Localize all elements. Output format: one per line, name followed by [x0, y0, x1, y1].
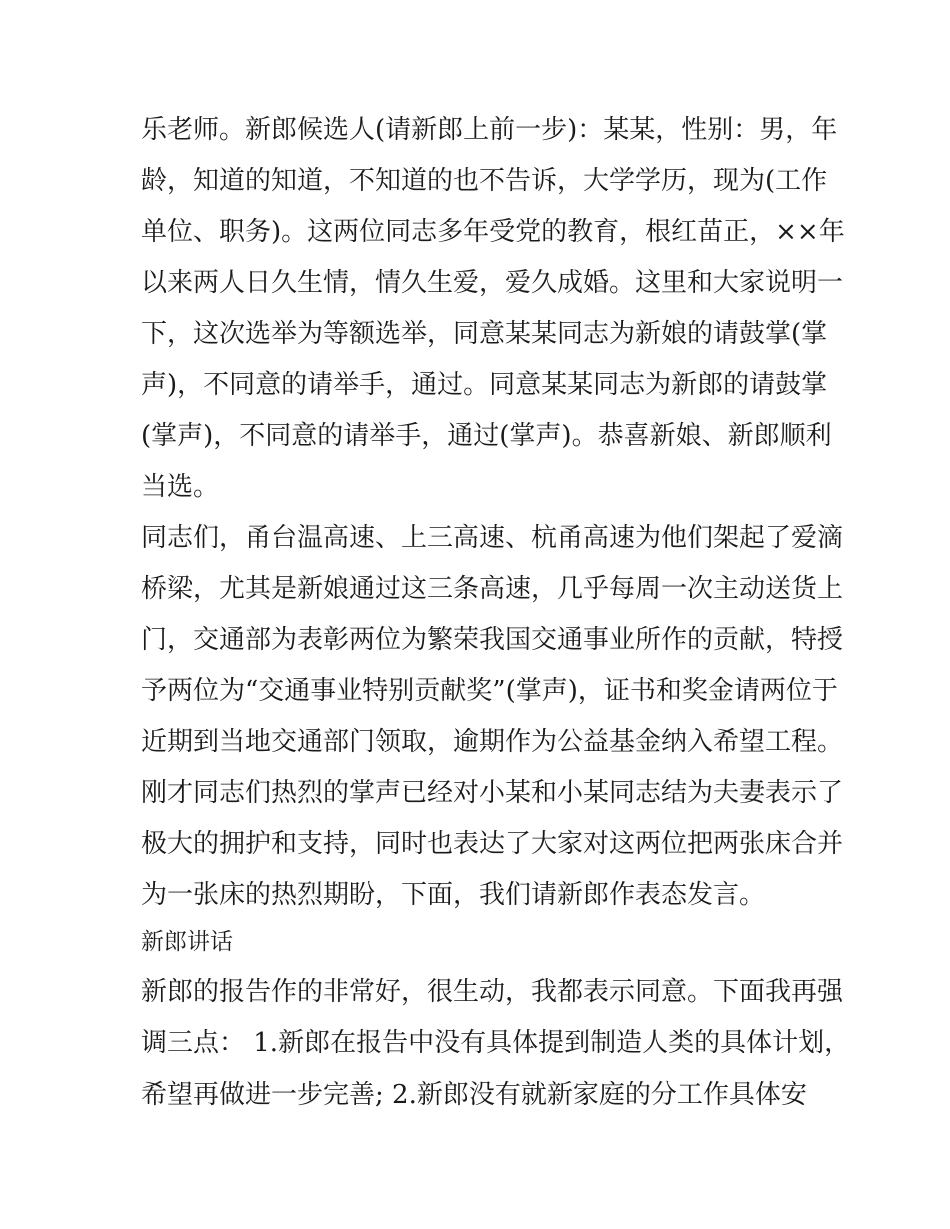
text-line: (掌声)，不同意的请举手，通过(掌声)。恭喜新娘、新郎顺利 — [141, 421, 832, 451]
text-line: 近期到当地交通部门领取，逾期作为公益基金纳入希望工程。 — [141, 727, 844, 757]
section-heading: 新郎讲话 — [141, 929, 233, 955]
text-line: 门，交通部为表彰两位为繁荣我国交通事业所作的贡献，特授 — [141, 625, 844, 655]
text-line: 龄，知道的知道，不知道的也不告诉，大学学历，现为(工作 — [141, 166, 828, 196]
text-line: 希望再做进一步完善; 2.新郎没有就新家庭的分工作具体安 — [141, 1080, 807, 1110]
text-line: 调三点： 1.新郎在报告中没有具体提到制造人类的具体计划， — [141, 1028, 851, 1058]
text-line: 予两位为“交通事业特别贡献奖”(掌声)，证书和奖金请两位于 — [141, 676, 838, 706]
text-line: 下，这次选举为等额选举，同意某某同志为新娘的请鼓掌(掌 — [141, 319, 828, 349]
text-line: 当选。 — [141, 472, 220, 502]
text-line: 刚才同志们热烈的掌声已经对小某和小某同志结为夫妻表示了 — [141, 778, 844, 808]
text-line: 单位、职务)。这两位同志多年受党的教育，根红苗正，××年 — [141, 217, 845, 247]
text-line: 极大的拥护和支持，同时也表达了大家对这两位把两张床合并 — [141, 829, 844, 859]
text-line: 声)，不同意的请举手，通过。同意某某同志为新郎的请鼓掌 — [141, 370, 828, 400]
text-line: 同志们，甬台温高速、上三高速、杭甬高速为他们架起了爱滴 — [141, 523, 844, 553]
text-line: 桥梁，尤其是新娘通过这三条高速，几乎每周一次主动送货上 — [141, 574, 844, 604]
text-line: 为一张床的热烈期盼，下面，我们请新郎作表态发言。 — [141, 880, 766, 910]
text-line: 乐老师。新郎候选人(请新郎上前一步)：某某，性别：男，年 — [141, 115, 838, 145]
text-line: 以来两人日久生情，情久生爱，爱久成婚。这里和大家说明一 — [141, 268, 844, 298]
text-line: 新郎的报告作的非常好，很生动，我都表示同意。下面我再强 — [141, 977, 844, 1007]
